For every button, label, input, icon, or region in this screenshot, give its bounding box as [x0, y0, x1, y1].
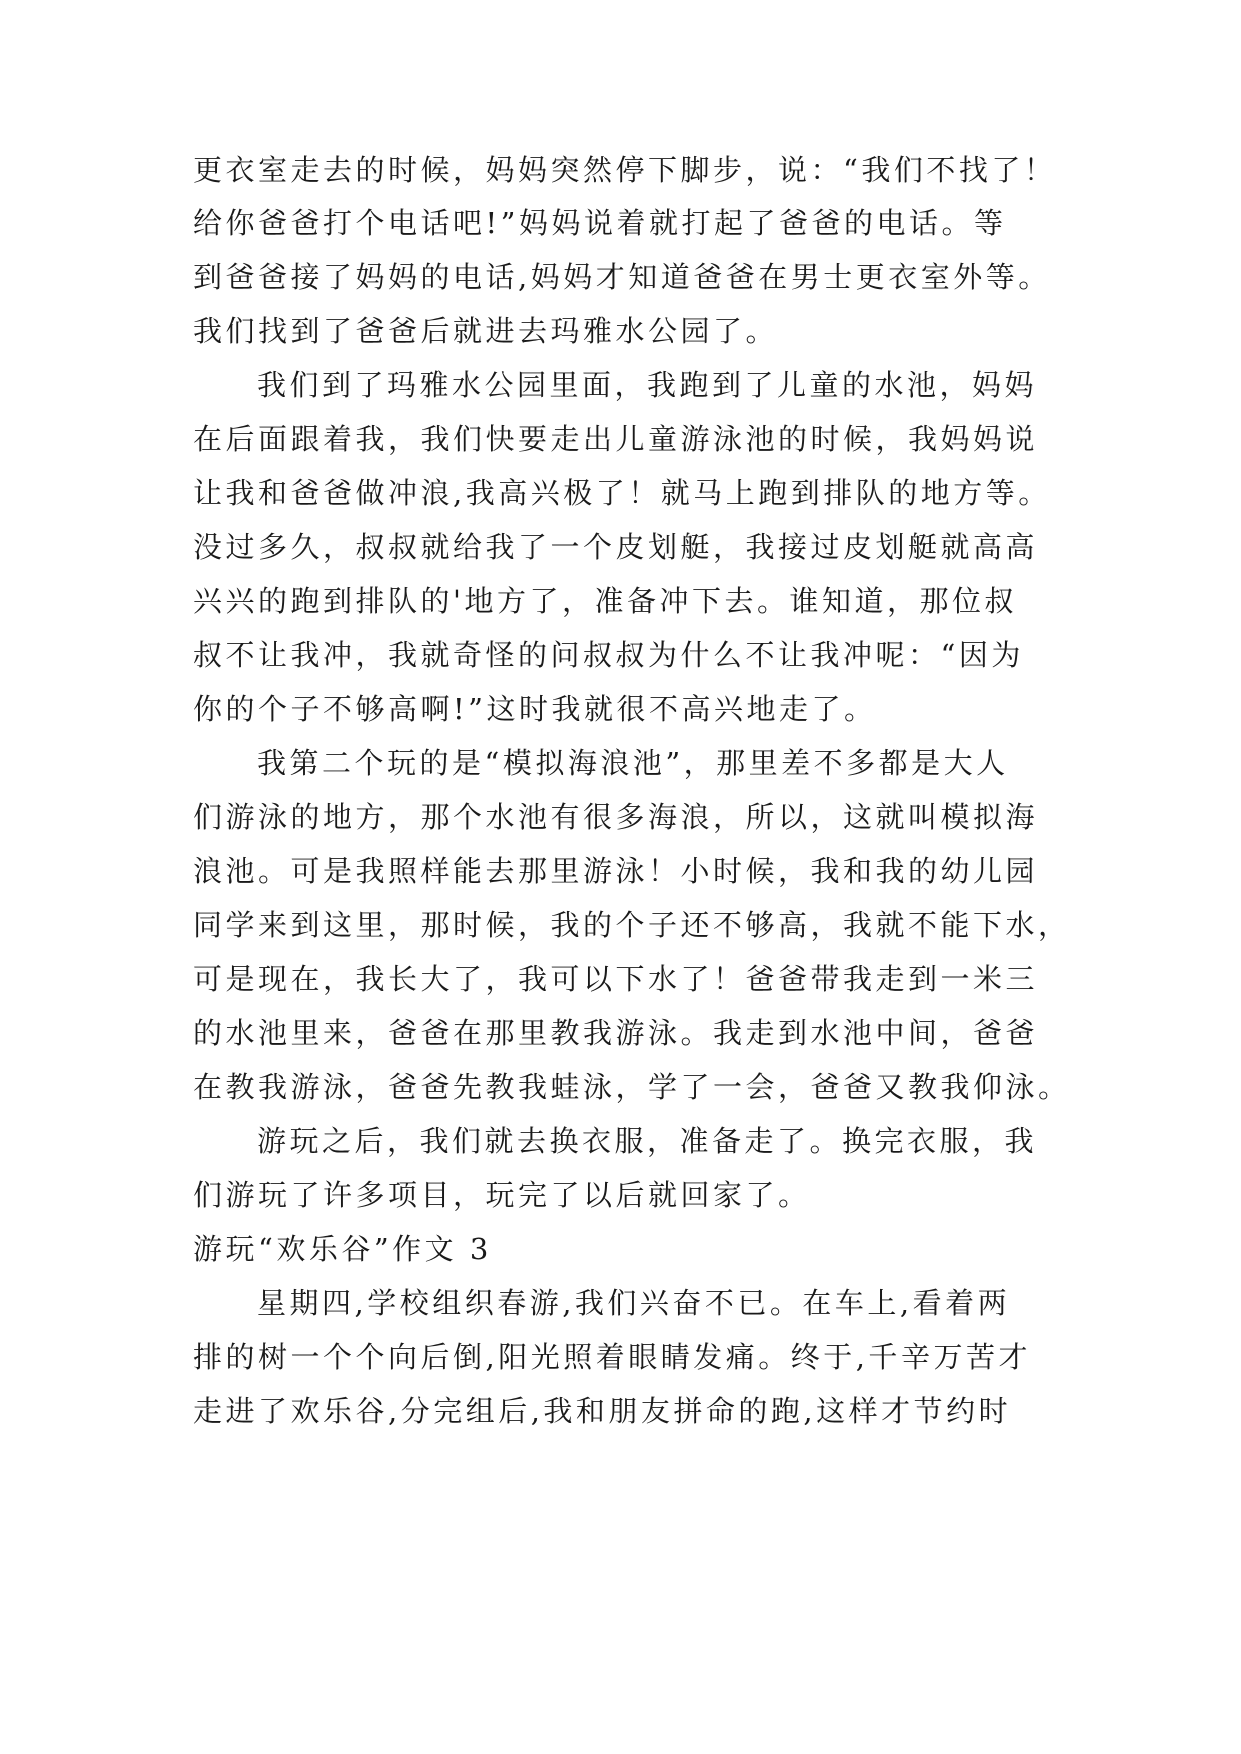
text-line-15: 同学来到这里，那时候，我的个子还不够高，我就不能下水， [193, 908, 1071, 942]
paragraph-start-line: 我们到了玛雅水公园里面，我跑到了儿童的水池，妈妈 [257, 368, 1038, 402]
text-line-10: 叔不让我冲，我就奇怪的问叔叔为什么不让我冲呢：“因为 [193, 638, 1024, 672]
paragraph-start-line: 游玩之后，我们就去换衣服，准备走了。换完衣服，我 [257, 1124, 1038, 1158]
text-line-4: 我们找到了爸爸后就进去玛雅水公园了。 [193, 314, 779, 348]
text-line-16: 可是现在，我长大了，我可以下水了！爸爸带我走到一米三 [193, 962, 1039, 996]
text-line-3: 到爸爸接了妈妈的电话,妈妈才知道爸爸在男士更衣室外等。 [193, 260, 1051, 294]
text-line-20: 们游玩了许多项目，玩完了以后就回家了。 [193, 1178, 811, 1212]
text-line-1: 更衣室走去的时候，妈妈突然停下脚步，说：“我们不找了！ [193, 153, 1057, 187]
paragraph-start-line: 我第二个玩的是“模拟海浪池”，那里差不多都是大人 [257, 746, 1009, 780]
text-line-17: 的水池里来，爸爸在那里教我游泳。我走到水池中间，爸爸 [193, 1016, 1039, 1050]
text-line-24: 走进了欢乐谷,分完组后,我和朋友拼命的跑,这样才节约时 [193, 1394, 1012, 1428]
text-line-7: 让我和爸爸做冲浪,我高兴极了！就马上跑到排队的地方等。 [193, 476, 1051, 510]
text-line-18: 在教我游泳，爸爸先教我蛙泳，学了一会，爸爸又教我仰泳。 [193, 1070, 1071, 1104]
text-line-2: 给你爸爸打个电话吧!”妈妈说着就打起了爸爸的电话。等 [193, 206, 1007, 240]
text-line-13: 们游泳的地方，那个水池有很多海浪，所以，这就叫模拟海 [193, 800, 1039, 834]
text-line-23: 排的树一个个向后倒,阳光照着眼睛发痛。终于,千辛万苦才 [193, 1340, 1031, 1374]
text-line-11: 你的个子不够高啊!”这时我就很不高兴地走了。 [193, 692, 877, 726]
text-line-9: 兴兴的跑到排队的'地方了，准备冲下去。谁知道，那位叔 [193, 584, 1017, 618]
text-line-8: 没过多久，叔叔就给我了一个皮划艇，我接过皮划艇就高高 [193, 530, 1039, 564]
text-line-6: 在后面跟着我，我们快要走出儿童游泳池的时候，我妈妈说 [193, 422, 1039, 456]
text-line-14: 浪池。可是我照样能去那里游泳！小时候，我和我的幼儿园 [193, 854, 1039, 888]
paragraph-start-line: 星期四,学校组织春游,我们兴奋不已。在车上,看着两 [257, 1286, 1011, 1320]
section-heading: 游玩“欢乐谷”作文 3 [193, 1232, 492, 1266]
